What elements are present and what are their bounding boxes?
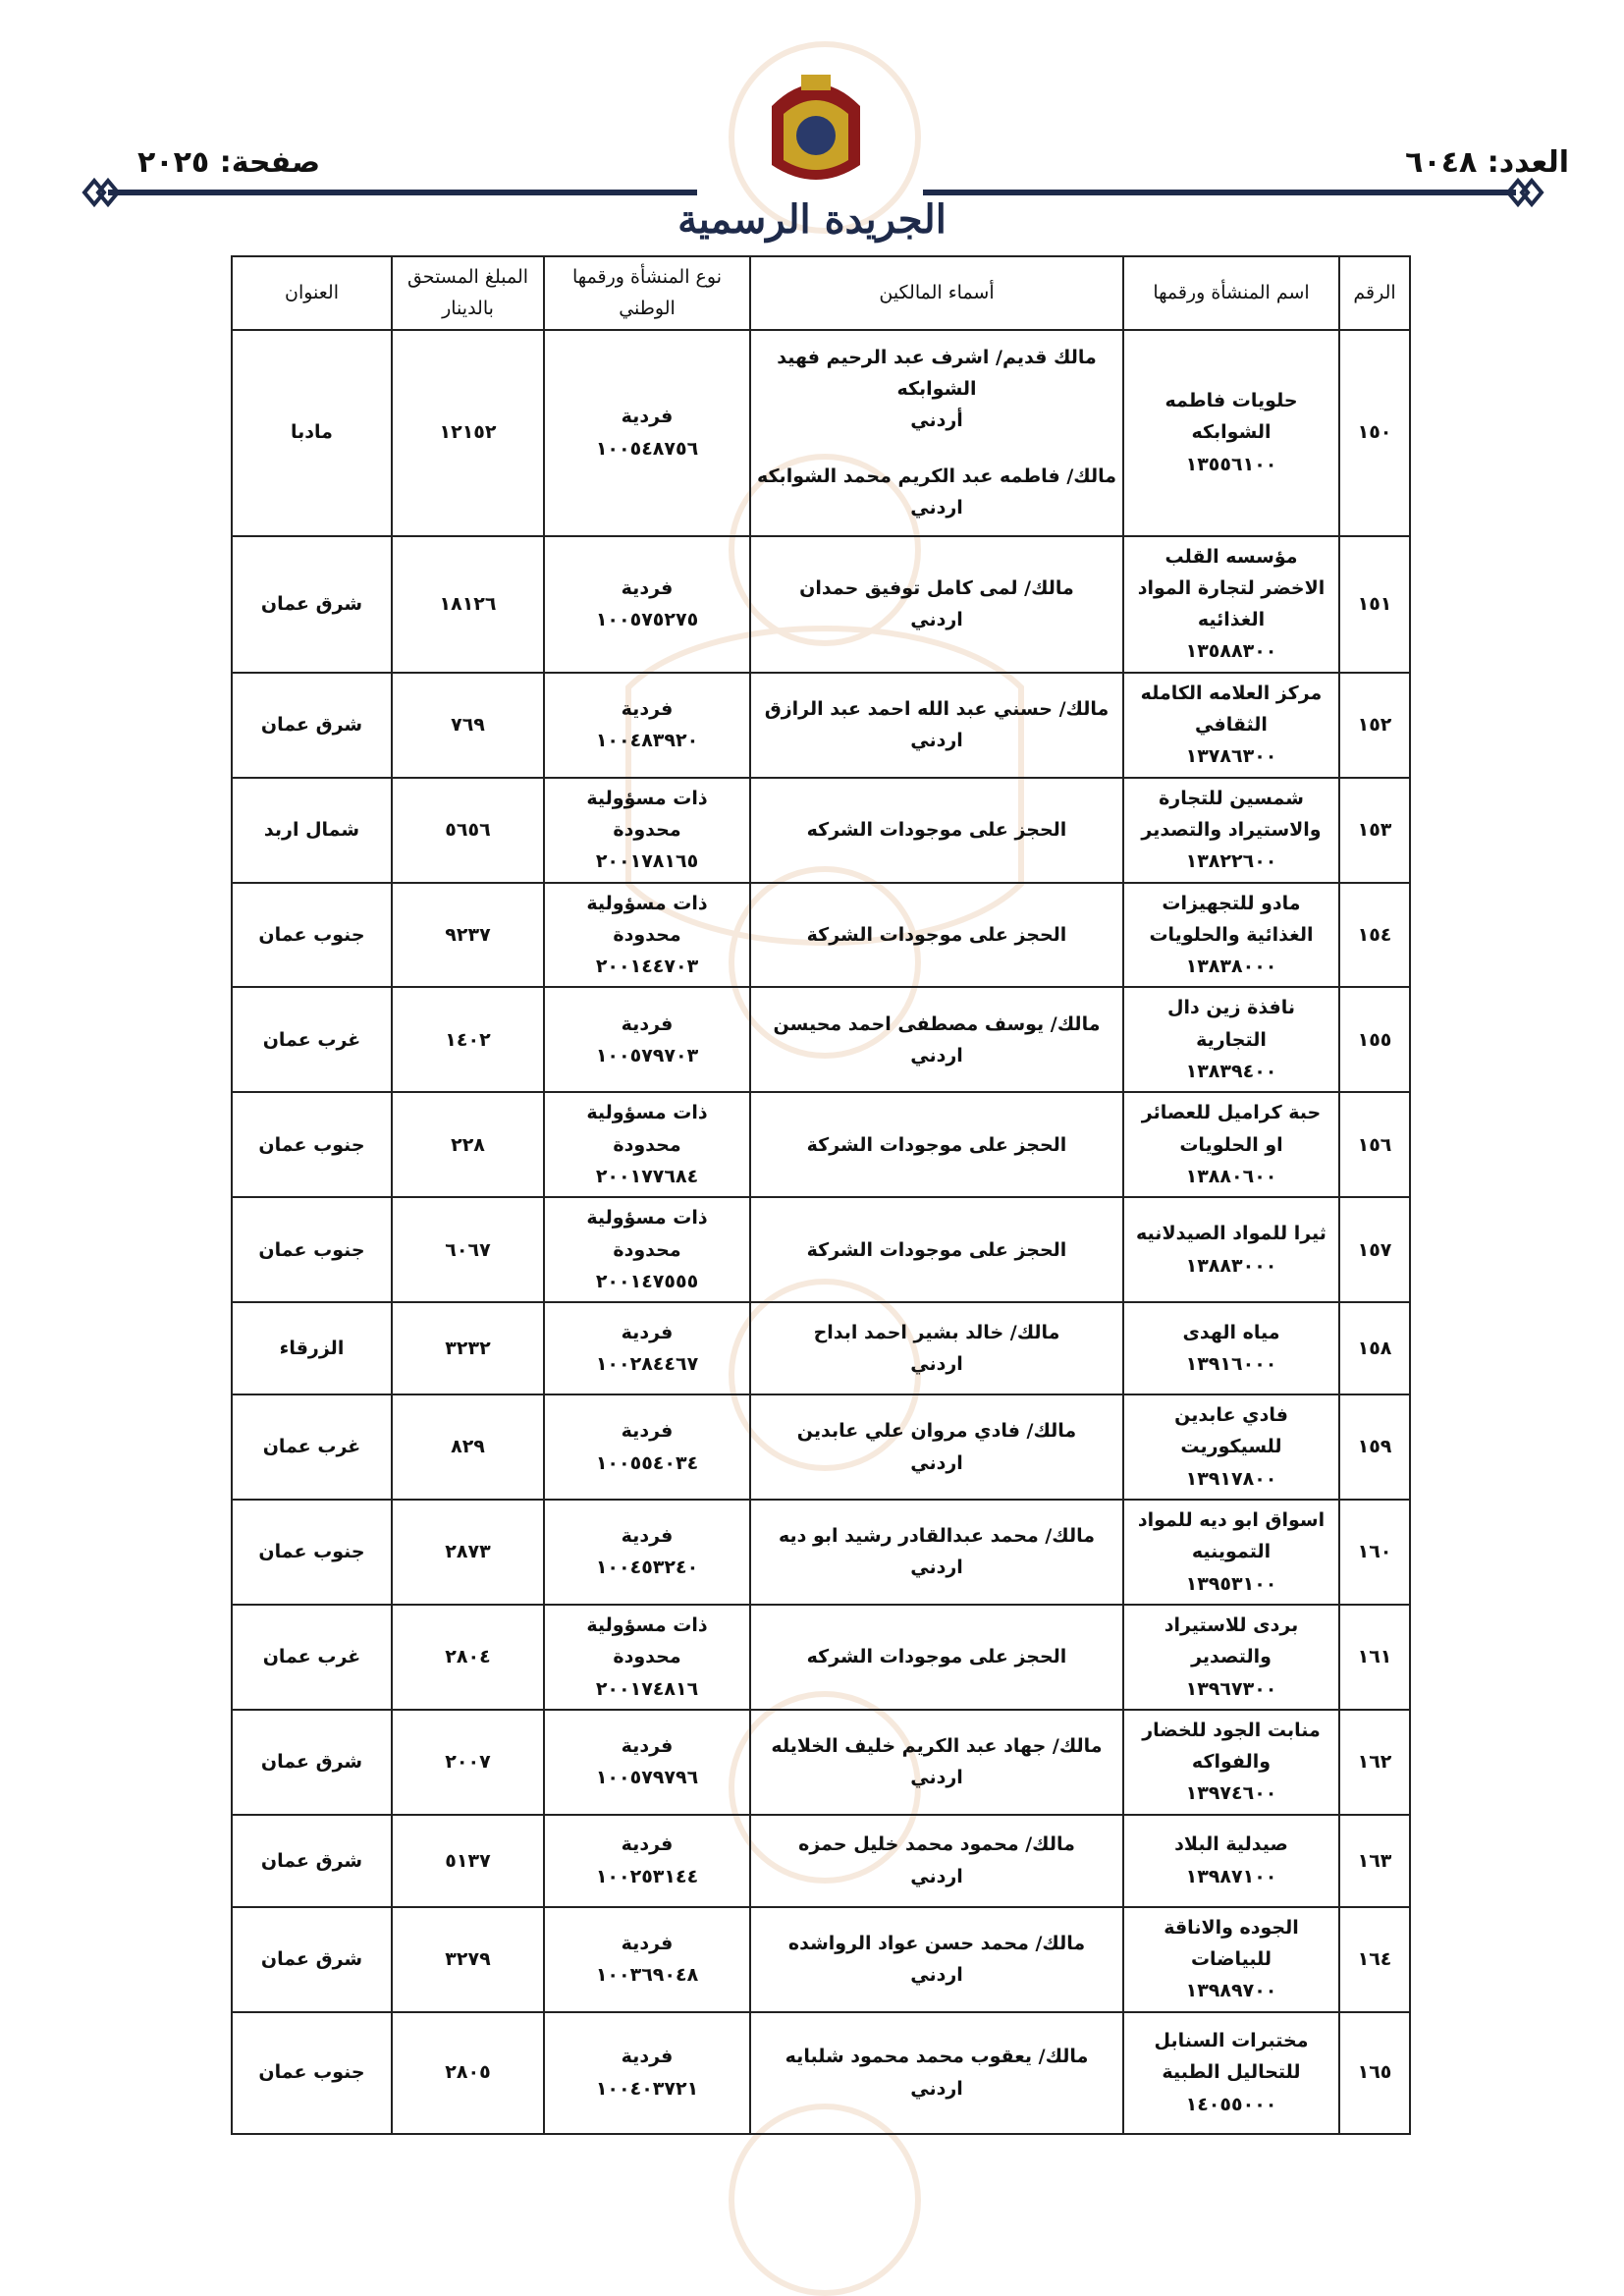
row-number: ١٦٥ xyxy=(1357,2061,1392,2084)
cell-owners xyxy=(750,1710,1123,1815)
establishment-type: ذات مسؤولية محدودة xyxy=(586,1102,708,1156)
amount-due: ١٢١٥٢ xyxy=(439,421,497,444)
establishment-name: الجوده والاناقة للبياضات xyxy=(1164,1916,1299,1970)
table-row xyxy=(232,2012,1410,2134)
cell-num xyxy=(1339,987,1410,1092)
cell-num xyxy=(1339,1815,1410,1907)
national-number: ٢٠٠١٤٧٥٥٥ xyxy=(595,1270,699,1292)
cell-establishment xyxy=(1123,1500,1339,1605)
establishment-name: نافذة زين دال التجارية xyxy=(1166,997,1296,1051)
cell-type xyxy=(544,1500,750,1605)
cell-address xyxy=(232,1605,392,1710)
cell-type xyxy=(544,1394,750,1500)
national-number: ١٠٠٥٧٩٧٩٦ xyxy=(595,1767,699,1789)
cell-owners xyxy=(750,883,1123,988)
establishment-type: ذات مسؤولية محدودة xyxy=(586,787,708,841)
table-row xyxy=(232,1394,1410,1500)
cell-type xyxy=(544,1710,750,1815)
owner-nationality: اردني xyxy=(910,1353,963,1376)
row-number: ١٥٣ xyxy=(1357,818,1392,841)
establishment-number: ١٣٩٧٤٦٠٠ xyxy=(1185,1782,1277,1805)
cell-num xyxy=(1339,1605,1410,1710)
address: جنوب عمان xyxy=(258,2061,365,2084)
amount-due: ٣٢٧٩ xyxy=(445,1947,491,1970)
page-number: صفحة: ٢٠٢٥ xyxy=(137,145,321,180)
national-number: ١٠٠٥٤٨٧٥٦ xyxy=(595,437,699,460)
cell-num xyxy=(1339,1302,1410,1394)
owner-name: مالك/ فاطمه عبد الكريم محمد الشوابكه xyxy=(756,465,1116,487)
row-number: ١٦٣ xyxy=(1357,1849,1392,1872)
header-num: الرقم xyxy=(1339,256,1410,330)
cell-establishment xyxy=(1123,2012,1339,2134)
cell-establishment xyxy=(1123,1394,1339,1500)
cell-establishment xyxy=(1123,536,1339,673)
table-row xyxy=(232,1092,1410,1197)
establishment-type: فردية xyxy=(621,1012,674,1035)
amount-due: ١٤٠٢ xyxy=(445,1028,491,1051)
address: شرق عمان xyxy=(260,1849,363,1872)
owner-name: مالك/ حسني عبد الله احمد عبد الرازق xyxy=(764,697,1110,720)
owner-name: الحجز على موجودات الشركة xyxy=(806,923,1067,946)
establishment-number: ١٣٥٨٨٣٠٠ xyxy=(1185,640,1277,663)
cell-owners xyxy=(750,1907,1123,2012)
amount-due: ٩٢٣٧ xyxy=(445,923,491,946)
establishment-type: فردية xyxy=(621,1833,674,1856)
owner-nationality: أردني xyxy=(910,410,963,432)
cell-num xyxy=(1339,778,1410,883)
cell-owners xyxy=(750,1197,1123,1302)
address: مادبا xyxy=(291,421,333,444)
cell-amount xyxy=(392,1605,544,1710)
table-row xyxy=(232,1710,1410,1815)
table-row xyxy=(232,673,1410,778)
address: جنوب عمان xyxy=(258,1238,365,1261)
national-number: ١٠٠٢٨٤٤٦٧ xyxy=(595,1353,699,1376)
row-number: ١٥٠ xyxy=(1357,421,1392,444)
establishment-number: ١٣٨٨٠٦٠٠ xyxy=(1185,1165,1277,1187)
cell-address xyxy=(232,778,392,883)
cell-owners xyxy=(750,987,1123,1092)
cell-owners xyxy=(750,1500,1123,1605)
national-number: ٢٠٠١٧٤٨١٦ xyxy=(595,1677,699,1700)
establishment-type: فردية xyxy=(621,2046,674,2068)
cell-owners xyxy=(750,1394,1123,1500)
address: شرق عمان xyxy=(260,1751,363,1774)
cell-amount xyxy=(392,883,544,988)
amount-due: ٥١٣٧ xyxy=(445,1849,491,1872)
header-type: نوع المنشأة ورقمها الوطني xyxy=(544,256,750,330)
owner-name: مالك/ يوسف مصطفى احمد محيسن xyxy=(773,1012,1101,1035)
cell-type xyxy=(544,330,750,536)
table-row xyxy=(232,536,1410,673)
owner-nationality: اردني xyxy=(910,2077,963,2100)
cell-amount xyxy=(392,673,544,778)
table-row xyxy=(232,1302,1410,1394)
establishment-number: ١٣٩١٧٨٠٠ xyxy=(1185,1467,1277,1490)
cell-address xyxy=(232,1500,392,1605)
address: غرب عمان xyxy=(262,1646,361,1668)
national-number: ١٠٠٢٥٣١٤٤ xyxy=(595,1865,699,1887)
amount-due: ٢٨٧٣ xyxy=(445,1541,491,1563)
cell-num xyxy=(1339,2012,1410,2134)
cell-establishment xyxy=(1123,330,1339,536)
cell-establishment xyxy=(1123,1197,1339,1302)
row-number: ١٥٧ xyxy=(1357,1238,1392,1261)
cell-owners xyxy=(750,1605,1123,1710)
national-number: ١٠٠٥٧٥٢٧٥ xyxy=(595,609,699,631)
cell-address xyxy=(232,1394,392,1500)
cell-address xyxy=(232,1197,392,1302)
cell-num xyxy=(1339,1394,1410,1500)
national-number: ١٠٠٤٥٣٢٤٠ xyxy=(595,1557,699,1579)
establishment-type: ذات مسؤولية محدودة xyxy=(586,892,708,946)
establishment-name: مختبرات السنابل للتحاليل الطبية xyxy=(1154,2030,1309,2084)
cell-num xyxy=(1339,1197,1410,1302)
cell-type xyxy=(544,778,750,883)
establishment-number: ١٣٨٣٩٤٠٠ xyxy=(1185,1061,1277,1083)
cell-num xyxy=(1339,1907,1410,2012)
cell-type xyxy=(544,883,750,988)
establishment-name: مادو للتجهيزات الغذائية والحلويات xyxy=(1149,892,1314,946)
cell-type xyxy=(544,2012,750,2134)
cell-amount xyxy=(392,536,544,673)
table-row xyxy=(232,1605,1410,1710)
owner-nationality: اردني xyxy=(910,1044,963,1066)
cell-establishment xyxy=(1123,883,1339,988)
cell-amount xyxy=(392,1394,544,1500)
cell-amount xyxy=(392,330,544,536)
cell-owners xyxy=(750,2012,1123,2134)
establishment-number: ١٤٠٥٥٠٠٠ xyxy=(1185,2093,1277,2115)
owner-name: الحجز على موجودات الشركة xyxy=(806,1133,1067,1156)
owner-name: الحجز على موجودات الشركه xyxy=(806,1646,1067,1668)
cell-amount xyxy=(392,1907,544,2012)
cell-amount xyxy=(392,1092,544,1197)
address: شرق عمان xyxy=(260,1947,363,1970)
amount-due: ٢٨٠٥ xyxy=(445,2061,491,2084)
cell-owners xyxy=(750,1092,1123,1197)
owner-name: مالك/ خالد بشير احمد ابداح xyxy=(813,1321,1060,1343)
header-rule-right xyxy=(923,190,1516,195)
establishment-number: ١٣٧٨٦٣٠٠ xyxy=(1185,745,1277,768)
amount-due: ١٨١٢٦ xyxy=(439,593,497,616)
owner-nationality: اردني xyxy=(910,1451,963,1474)
amount-due: ٦٠٦٧ xyxy=(445,1238,491,1261)
cell-type xyxy=(544,1815,750,1907)
issue-number: العدد: ٦٠٤٨ xyxy=(1405,145,1569,180)
cell-owners xyxy=(750,536,1123,673)
owner-name: مالك/ فادي مروان علي عابدين xyxy=(796,1420,1077,1443)
row-number: ١٦١ xyxy=(1357,1646,1392,1668)
table-row xyxy=(232,330,1410,536)
cell-address xyxy=(232,673,392,778)
amount-due: ٨٢٩ xyxy=(451,1436,485,1458)
establishment-name: صيدلية البلاد xyxy=(1174,1833,1288,1856)
establishment-type: ذات مسؤولية محدودة xyxy=(586,1207,708,1261)
cell-owners xyxy=(750,778,1123,883)
cell-num xyxy=(1339,1092,1410,1197)
establishment-number: ١٣٩٨٩٧٠٠ xyxy=(1185,1980,1277,2002)
address: جنوب عمان xyxy=(258,1133,365,1156)
amount-due: ٢٠٠٧ xyxy=(445,1751,491,1774)
establishment-name: اسواق ابو ديه للمواد التموينيه xyxy=(1137,1509,1326,1563)
address: الزرقاء xyxy=(279,1337,345,1359)
cell-address xyxy=(232,1710,392,1815)
establishment-number: ١٣٨٣٨٠٠٠ xyxy=(1185,956,1277,978)
cell-establishment xyxy=(1123,1302,1339,1394)
establishment-type: فردية xyxy=(621,1525,674,1548)
cell-amount xyxy=(392,1500,544,1605)
cell-address xyxy=(232,1302,392,1394)
cell-establishment xyxy=(1123,987,1339,1092)
table-row xyxy=(232,1500,1410,1605)
establishment-name: مياه الهدى xyxy=(1182,1321,1280,1343)
establishment-name: حبة كراميل للعصائر او الحلويات xyxy=(1141,1102,1322,1156)
row-number: ١٥٤ xyxy=(1357,923,1392,946)
owner-nationality: اردني xyxy=(910,1964,963,1987)
row-number: ١٦٠ xyxy=(1357,1541,1392,1563)
owner-spacer xyxy=(757,437,1116,461)
establishment-name: فادي عابدين للسيكوريت xyxy=(1174,1404,1288,1458)
establishment-name: منابت الجود للخضار والفواكه xyxy=(1142,1719,1321,1774)
cell-address xyxy=(232,2012,392,2134)
establishment-number: ١٣٩١٦٠٠٠ xyxy=(1185,1353,1277,1376)
owner-nationality: اردني xyxy=(910,609,963,631)
header-owners: أسماء المالكين xyxy=(750,256,1123,330)
table-body xyxy=(232,330,1410,2134)
establishment-number: ١٣٥٥٦١٠٠ xyxy=(1185,453,1277,475)
establishment-name: مؤسسه القلب الاخضر لتجارة المواد الغذائيه xyxy=(1137,545,1326,631)
table-header-row xyxy=(232,256,1410,330)
owner-name: مالك/ محمد حسن عواد الرواشده xyxy=(787,1932,1086,1954)
cell-type xyxy=(544,1605,750,1710)
cell-type xyxy=(544,1197,750,1302)
cell-owners xyxy=(750,673,1123,778)
row-number: ١٥٦ xyxy=(1357,1133,1392,1156)
cell-establishment xyxy=(1123,1710,1339,1815)
amount-due: ٢٨٠٤ xyxy=(445,1646,491,1668)
header-address: العنوان xyxy=(232,256,392,330)
row-number: ١٥٨ xyxy=(1357,1337,1392,1359)
establishment-name: حلويات فاطمه الشوابكه xyxy=(1164,390,1298,444)
establishment-number: ١٣٩٦٧٣٠٠ xyxy=(1185,1677,1277,1700)
cell-establishment xyxy=(1123,1605,1339,1710)
cell-type xyxy=(544,1907,750,2012)
national-number: ٢٠٠١٧٧٦٨٤ xyxy=(595,1165,699,1187)
amount-due: ٧٦٩ xyxy=(451,714,485,737)
cell-num xyxy=(1339,536,1410,673)
cell-type xyxy=(544,673,750,778)
establishment-type: فردية xyxy=(621,1932,674,1954)
establishment-name: ثيرا للمواد الصيدلانيه xyxy=(1136,1223,1326,1245)
establishment-type: فردية xyxy=(621,576,674,599)
header-name: اسم المنشأة ورقمها xyxy=(1123,256,1339,330)
cell-address xyxy=(232,1907,392,2012)
row-number: ١٦٢ xyxy=(1357,1751,1392,1774)
row-number: ١٦٤ xyxy=(1357,1947,1392,1970)
cell-type xyxy=(544,1302,750,1394)
cell-address xyxy=(232,1815,392,1907)
registry-table xyxy=(231,255,1411,2135)
cell-address xyxy=(232,1092,392,1197)
establishment-type: فردية xyxy=(621,697,674,720)
establishment-name: شمسين للتجارة والاستيراد والتصدير xyxy=(1141,787,1322,841)
address: شرق عمان xyxy=(260,714,363,737)
table-row xyxy=(232,1815,1410,1907)
cell-owners xyxy=(750,1302,1123,1394)
owner-name: مالك/ محمود محمد خليل حمزه xyxy=(798,1833,1075,1856)
owner-nationality: اردني xyxy=(910,730,963,752)
establishment-type: فردية xyxy=(621,1420,674,1443)
owner-nationality: اردني xyxy=(910,497,963,519)
owner-name: مالك/ يعقوب محمد محمود شلبايه xyxy=(785,2046,1089,2068)
address: غرب عمان xyxy=(262,1436,361,1458)
establishment-number: ١٣٨٨٣٠٠٠ xyxy=(1185,1254,1277,1277)
table-row xyxy=(232,883,1410,988)
establishment-name: مركز العلامه الكامله الثقافي xyxy=(1140,682,1323,737)
cell-amount xyxy=(392,1815,544,1907)
address: جنوب عمان xyxy=(258,923,365,946)
national-number: ١٠٠٥٥٤٠٣٤ xyxy=(595,1451,699,1474)
cell-num xyxy=(1339,673,1410,778)
national-number: ٢٠٠١٤٤٧٠٣ xyxy=(595,956,699,978)
national-number: ١٠٠٥٧٩٧٠٣ xyxy=(595,1044,699,1066)
gazette-title: الجريدة الرسمية xyxy=(677,196,947,243)
row-number: ١٥٩ xyxy=(1357,1436,1392,1458)
row-number: ١٥٥ xyxy=(1357,1028,1392,1051)
cell-establishment xyxy=(1123,1907,1339,2012)
cell-establishment xyxy=(1123,673,1339,778)
national-number: ٢٠٠١٧٨١٦٥ xyxy=(595,850,699,873)
cell-address xyxy=(232,330,392,536)
table-row xyxy=(232,1907,1410,2012)
establishment-type: فردية xyxy=(621,1734,674,1757)
cell-amount xyxy=(392,778,544,883)
national-number: ١٠٠٤٠٣٧٢١ xyxy=(595,2077,699,2100)
cell-num xyxy=(1339,330,1410,536)
establishment-number: ١٣٩٨٧١٠٠ xyxy=(1185,1865,1277,1887)
owner-nationality: اردني xyxy=(910,1865,963,1887)
owner-name: الحجز على موجودات الشركة xyxy=(806,1238,1067,1261)
owner-nationality: اردني xyxy=(910,1767,963,1789)
cell-amount xyxy=(392,1197,544,1302)
cell-establishment xyxy=(1123,1092,1339,1197)
cell-owners xyxy=(750,1815,1123,1907)
cell-address xyxy=(232,536,392,673)
establishment-number: ١٣٩٥٣١٠٠ xyxy=(1185,1572,1277,1595)
address: شمال اربد xyxy=(263,818,360,841)
cell-amount xyxy=(392,1710,544,1815)
cell-type xyxy=(544,536,750,673)
national-number: ١٠٠٤٨٣٩٢٠ xyxy=(595,730,699,752)
establishment-type: ذات مسؤولية محدودة xyxy=(586,1613,708,1668)
owner-name: مالك/ جهاد عبد الكريم خليف الخلايله xyxy=(771,1734,1103,1757)
owner-name: مالك/ لمى كامل توفيق حمدان xyxy=(799,576,1074,599)
address: غرب عمان xyxy=(262,1028,361,1051)
row-number: ١٥٢ xyxy=(1357,714,1392,737)
amount-due: ٥٦٥٦ xyxy=(445,818,491,841)
owner-name: مالك/ محمد عبدالقادر رشيد ابو ديه xyxy=(778,1525,1096,1548)
table-row xyxy=(232,987,1410,1092)
owner-nationality: اردني xyxy=(910,1557,963,1579)
owner-name: الحجز على موجودات الشركه xyxy=(806,818,1067,841)
cell-address xyxy=(232,883,392,988)
cell-type xyxy=(544,987,750,1092)
establishment-type: فردية xyxy=(621,406,674,428)
establishment-type: فردية xyxy=(621,1321,674,1343)
row-number: ١٥١ xyxy=(1357,593,1392,616)
header-amount: المبلغ المستحق بالدينار xyxy=(392,256,544,330)
establishment-number: ١٣٨٢٢٦٠٠ xyxy=(1185,850,1277,873)
table-row xyxy=(232,778,1410,883)
cell-amount xyxy=(392,987,544,1092)
cell-establishment xyxy=(1123,778,1339,883)
cell-owners xyxy=(750,330,1123,536)
cell-amount xyxy=(392,2012,544,2134)
owner-name: مالك قديم/ اشرف عبد الرحيم فهيد الشوابكه xyxy=(777,346,1097,401)
address: جنوب عمان xyxy=(258,1541,365,1563)
header-rule-left xyxy=(108,190,697,195)
amount-due: ٣٢٣٢ xyxy=(445,1337,491,1359)
cell-amount xyxy=(392,1302,544,1394)
cell-establishment xyxy=(1123,1815,1339,1907)
national-number: ١٠٠٣٦٩٠٤٨ xyxy=(595,1964,699,1987)
cell-num xyxy=(1339,883,1410,988)
establishment-name: بردى للاستيراد والتصدير xyxy=(1164,1613,1299,1668)
address: شرق عمان xyxy=(260,593,363,616)
cell-num xyxy=(1339,1710,1410,1815)
cell-type xyxy=(544,1092,750,1197)
amount-due: ٢٢٨ xyxy=(451,1133,485,1156)
table-row xyxy=(232,1197,1410,1302)
coat-of-arms-icon xyxy=(762,67,870,194)
cell-num xyxy=(1339,1500,1410,1605)
cell-address xyxy=(232,987,392,1092)
